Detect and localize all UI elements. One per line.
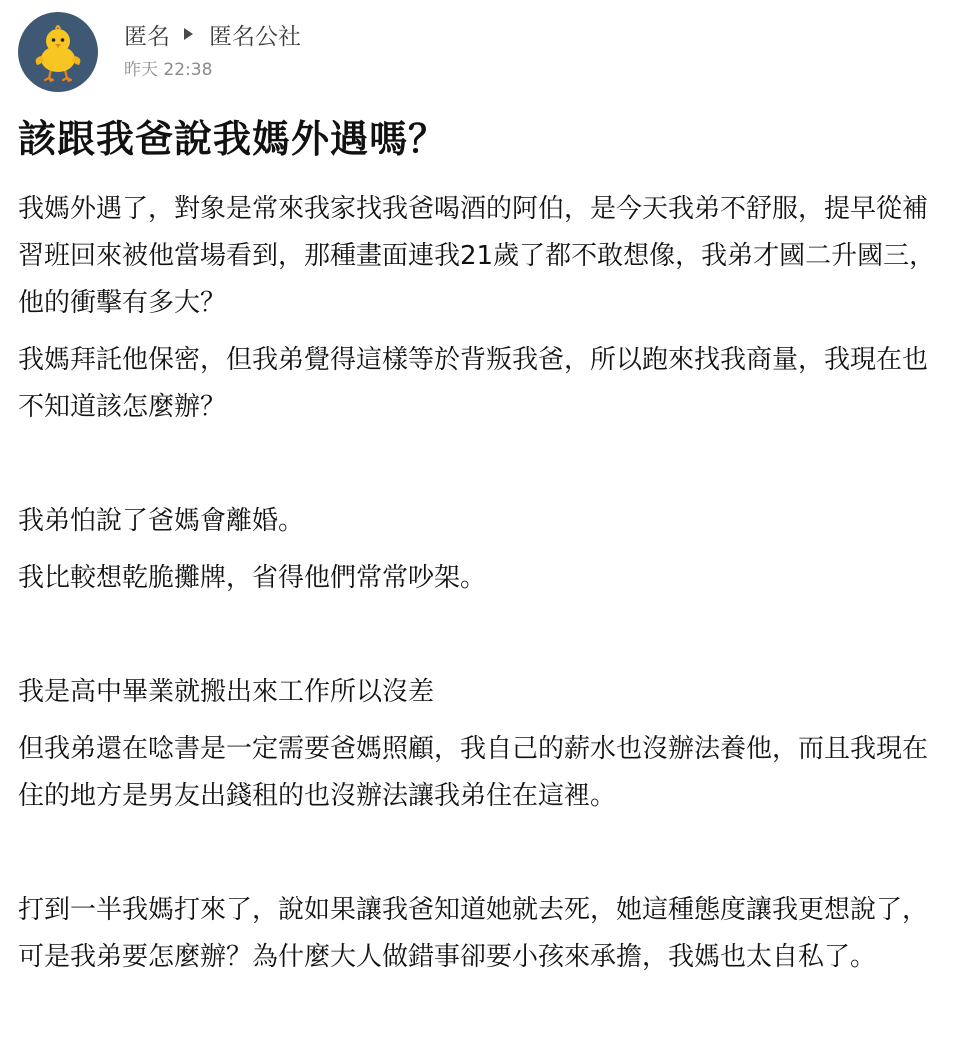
paragraph: 但我弟還在唸書是一定需要爸媽照顧，我自己的薪水也沒辦法養他，而且我現在住的地方是男友出錢租的也沒辦法讓我弟住在這裡。 [18,734,929,811]
author-name[interactable]: 匿名 [124,23,170,50]
post-content [18,186,952,991]
blank-line [18,441,952,488]
paragraph: 我媽外遇了，對象是常來我家找我爸喝酒的阿伯，是今天我弟不舒服，提早從補習班回來被他當場看到，那種畫面連我21歲了都不敢想像，我弟才國二升國三，他的衝擊有多大？ [18,194,936,318]
post-header [18,12,948,94]
paragraph: 我弟怕說了爸媽會離婚。 [18,506,305,536]
blank-line [18,830,952,877]
post-timestamp: 昨天 22:38 [124,60,213,80]
paragraph: 我比較想乾脆攤牌，省得他們常常吵架。 [18,563,487,593]
avatar[interactable] [18,12,98,92]
breadcrumb-arrow-icon [184,28,193,40]
blank-line [18,612,952,659]
post-meta [124,18,824,82]
paragraph: 我是高中畢業就搬出來工作所以沒差 [18,677,435,707]
post-title: 該跟我爸說我媽外遇嗎？ [18,117,448,161]
breadcrumb [124,18,824,50]
board-link[interactable]: 匿名公社 [209,23,301,50]
baby-chick-icon [18,12,98,92]
paragraph: 我媽拜託他保密，但我弟覺得這樣等於背叛我爸，所以跑來找我商量，我現在也不知道該怎麼辦？ [18,345,929,422]
paragraph: 打到一半我媽打來了，說如果讓我爸知道她就去死，她這種態度讓我更想說了，可是我弟要怎麼辦？為什麼大人做錯事卻要小孩來承擔，我媽也太自私了。 [18,895,929,972]
